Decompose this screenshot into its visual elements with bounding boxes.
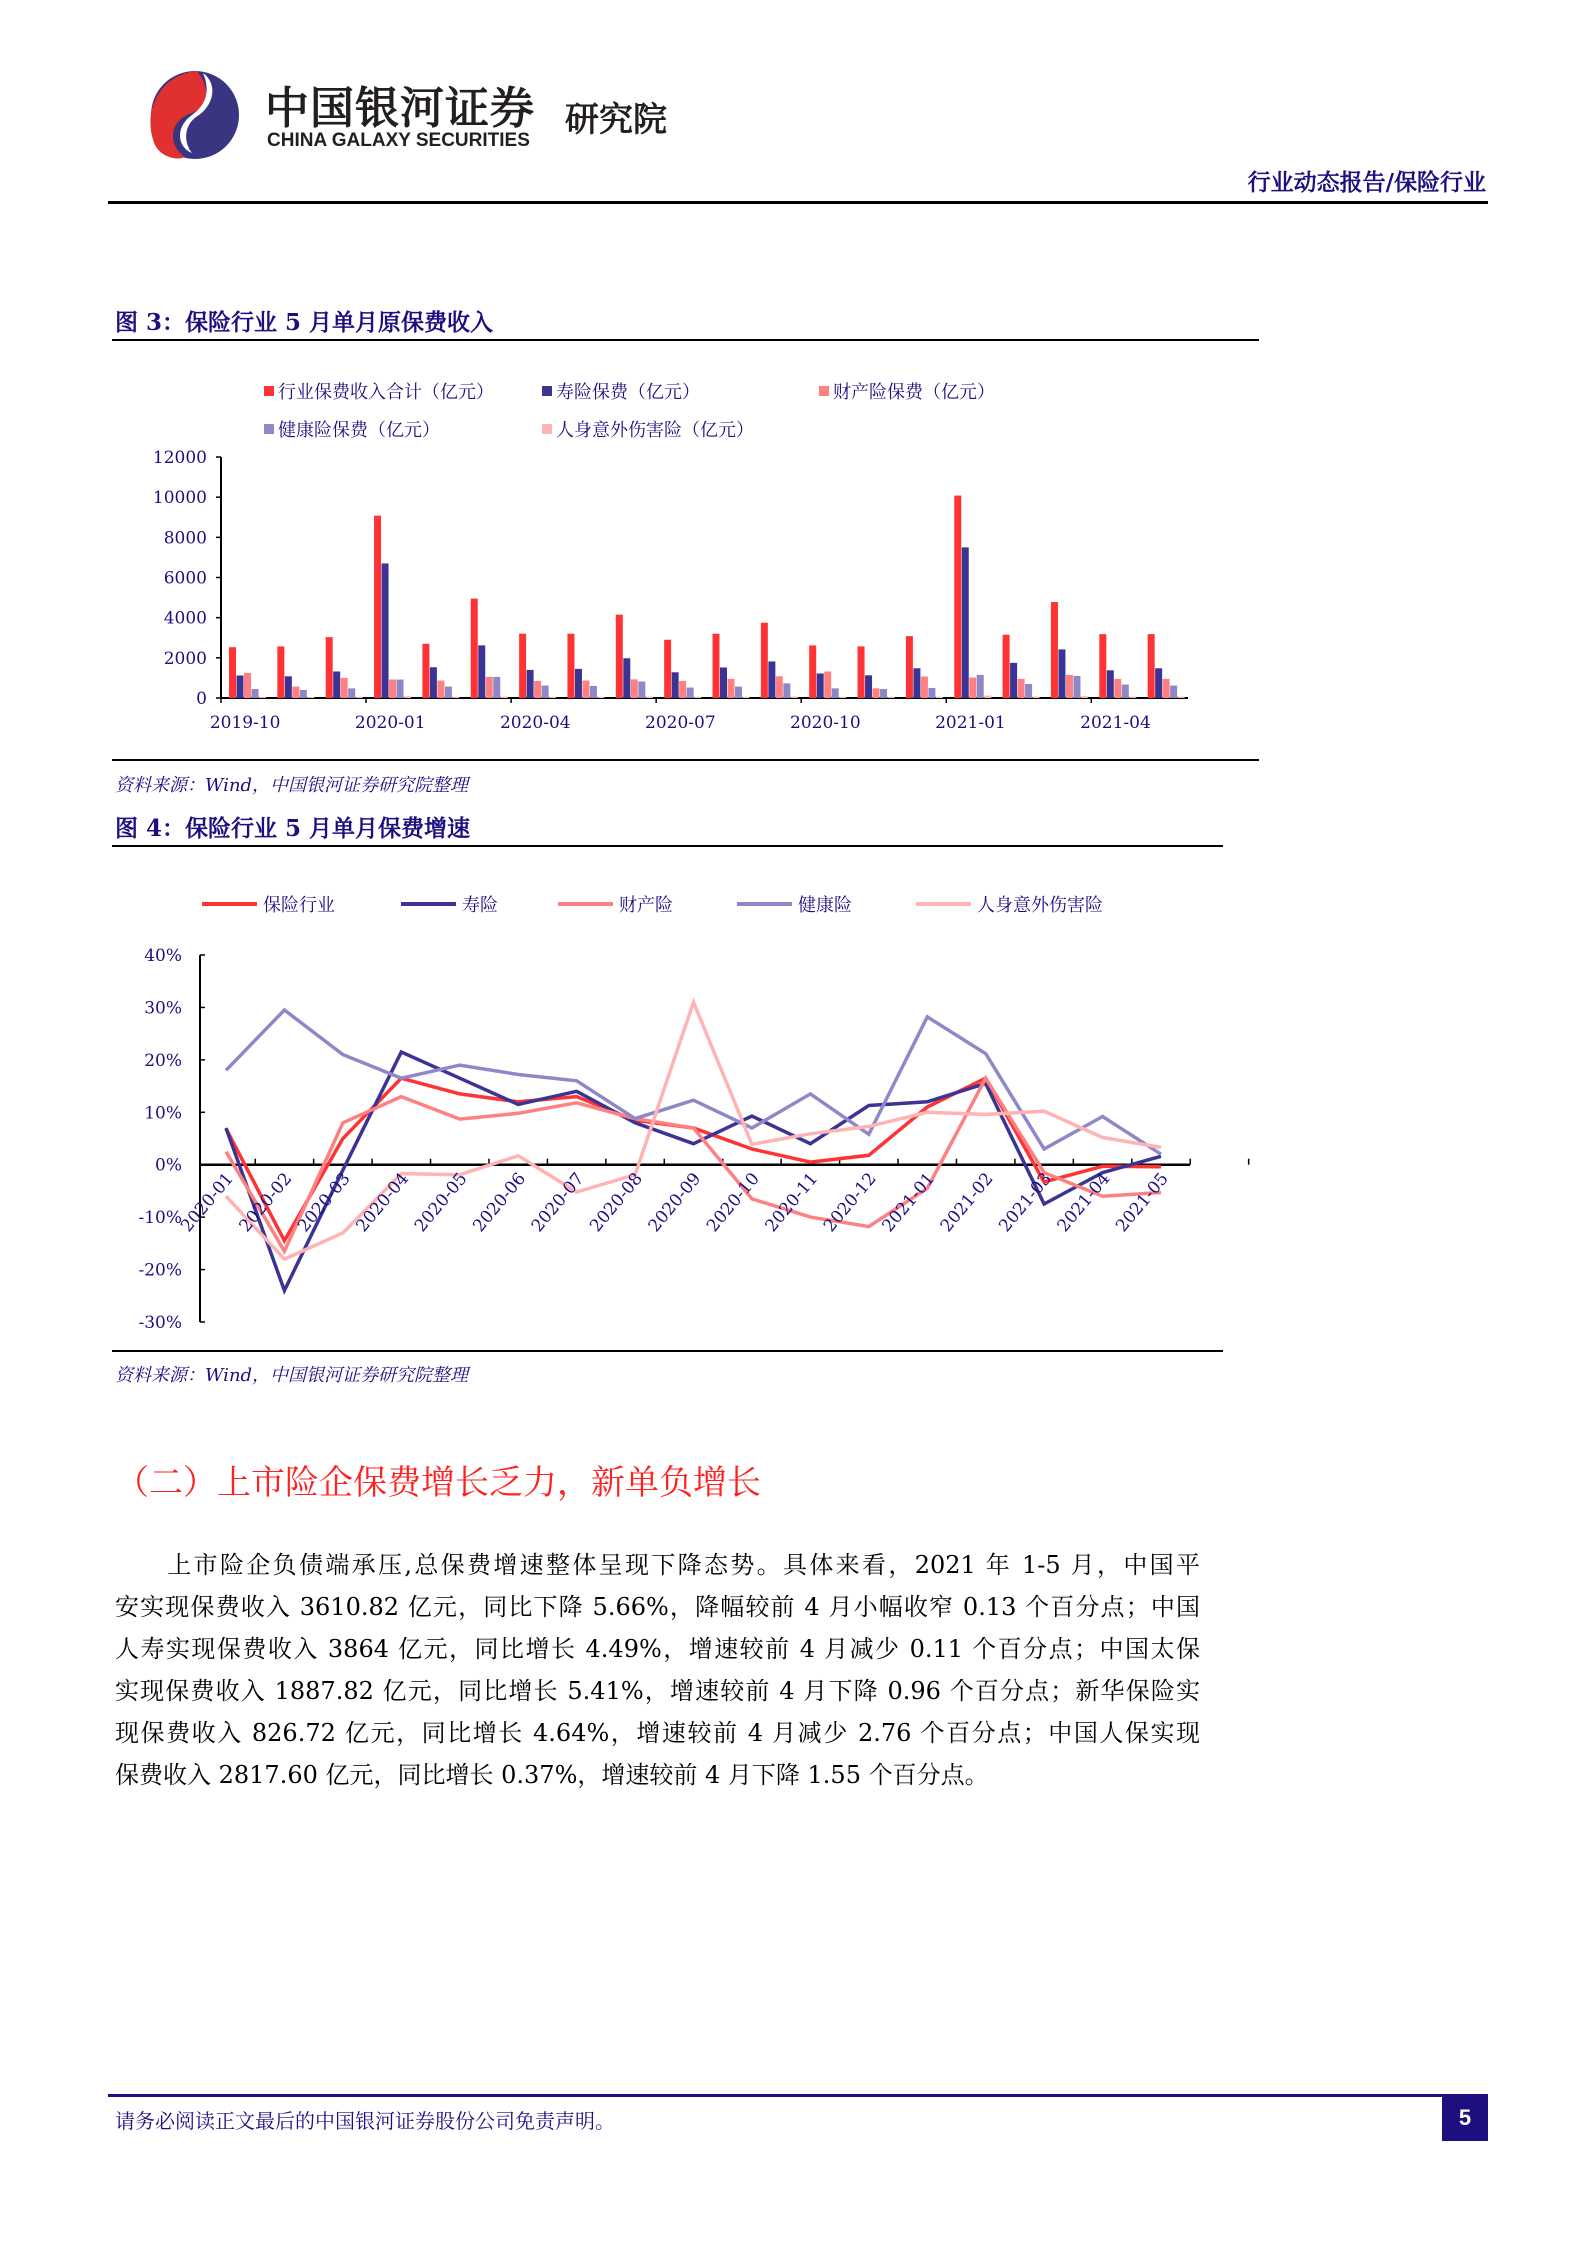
y-tick-label: 4000: [163, 608, 207, 629]
footer-disclaimer: 请务必阅读正文最后的中国银河证券股份公司免责声明。: [115, 2109, 615, 2133]
legend-label: 财产险: [619, 895, 673, 916]
brand-name-cn: 中国银河证券: [265, 83, 535, 134]
figure4-bottom-rule: [112, 1350, 1223, 1352]
figure4-title: 图 4：保险行业 5 月单月保费增速: [115, 815, 471, 842]
section-heading: （二）上市险企保费增长乏力，新单负增长: [115, 1463, 761, 1503]
x-tick-label: 2020-04: [352, 1169, 414, 1237]
x-tick-label: 2020-07: [527, 1169, 589, 1237]
x-tick-label: 2020-06: [469, 1169, 531, 1237]
legend-label: 健康险: [798, 895, 852, 916]
legend-label: 人身意外伤害险: [977, 895, 1103, 916]
x-tick-label: 2020-02: [235, 1169, 297, 1237]
paragraph-line: 现保费收入 826.72 亿元，同比增长 4.64%，增速较前 4 月减少 2.76 个百分点；中国人保实现: [115, 1719, 1200, 1747]
x-tick-label: 2021-04: [1053, 1169, 1115, 1237]
paragraph-line: 保费收入 2817.60 亿元，同比增长 0.37%，增速较前 4 月下降 1.55 个百分点。: [115, 1761, 989, 1789]
x-tick-label: 2020-03: [293, 1169, 355, 1237]
y-tick-label: 10000: [152, 488, 207, 509]
y-tick-label: -10%: [138, 1208, 182, 1229]
y-tick-label: 40%: [144, 946, 182, 966]
x-tick-label: 2021-02: [936, 1169, 998, 1237]
x-tick-label: 2021-05: [1112, 1169, 1173, 1237]
x-tick-label: 2019-10: [209, 713, 281, 733]
page-number: 5: [1442, 2095, 1488, 2141]
legend-label: 健康险保费（亿元）: [278, 420, 440, 441]
y-tick-label: -30%: [138, 1313, 182, 1333]
x-tick-label: 2020-01: [177, 1169, 238, 1237]
legend-label: 财产险保费（亿元）: [833, 382, 995, 403]
legend-label: 行业保费收入合计（亿元）: [278, 382, 494, 403]
brand-name-en: CHINA GALAXY SECURITIES: [267, 130, 530, 151]
paragraph-line: [115, 1545, 1200, 1580]
paragraph-line: 安实现保费收入 3610.82 亿元，同比下降 5.66%，降幅较前 4 月小幅收窄 0.13 个百分点；中国: [115, 1593, 1200, 1621]
x-tick-label: 2020-09: [644, 1169, 706, 1237]
y-tick-label: 6000: [163, 568, 207, 589]
x-tick-label: 2020-10: [790, 713, 861, 733]
x-tick-label: 2020-10: [703, 1169, 764, 1237]
y-tick-label: 12000: [152, 448, 207, 468]
x-tick-label: 2021-01: [878, 1169, 940, 1237]
legend-label: 保险行业: [263, 895, 335, 916]
x-tick-label: 2020-05: [410, 1169, 472, 1237]
series-line-寿险: [226, 1052, 1161, 1291]
x-tick-label: 2021-03: [995, 1169, 1056, 1237]
figure3-source: 资料来源：Wind，中国银河证券研究院整理: [115, 775, 469, 796]
x-tick-label: 2020-01: [354, 713, 426, 733]
x-tick-label: 2021-01: [935, 713, 1006, 733]
x-tick-label: 2020-04: [499, 713, 571, 733]
y-tick-label: -20%: [138, 1260, 182, 1281]
paragraph-line: 人寿实现保费收入 3864 亿元，同比增长 4.49%，增速较前 4 月减少 0.11 个百分点；中国太保: [115, 1635, 1200, 1663]
figure3-title: 图 3：保险行业 5 月单月原保费收入: [115, 309, 494, 336]
footer-divider: [108, 2094, 1488, 2097]
legend-label: 寿险: [462, 895, 498, 916]
paragraph-text: 上市险企负债端承压,总保费增速整体呈现下降态势。具体来看，2021 年 1-5 月，中国平: [165, 1551, 1200, 1579]
y-tick-label: 10%: [144, 1103, 182, 1124]
paragraph-line: 实现保费收入 1887.82 亿元，同比增长 5.41%，增速较前 4 月下降 0.96 个百分点；新华保险实: [115, 1677, 1200, 1705]
figure4-source: 资料来源：Wind，中国银河证券研究院整理: [115, 1365, 469, 1386]
legend-label: 人身意外伤害险（亿元）: [556, 420, 754, 441]
legend-label: 寿险保费（亿元）: [556, 382, 700, 403]
y-tick-label: 2000: [163, 648, 207, 669]
y-tick-label: 0%: [155, 1155, 182, 1176]
y-tick-label: 8000: [163, 528, 207, 549]
y-tick-label: 30%: [144, 998, 182, 1019]
x-tick-label: 2020-08: [586, 1169, 647, 1237]
y-tick-label: 0: [196, 689, 207, 709]
y-tick-label: 20%: [144, 1050, 182, 1071]
report-type: 行业动态报告/保险行业: [1247, 169, 1486, 196]
brand-institute: 研究院: [565, 100, 667, 140]
x-tick-label: 2020-11: [761, 1169, 823, 1237]
x-tick-label: 2020-07: [645, 713, 716, 733]
x-tick-label: 2021-04: [1080, 713, 1151, 733]
x-tick-label: 2020-12: [819, 1169, 881, 1237]
